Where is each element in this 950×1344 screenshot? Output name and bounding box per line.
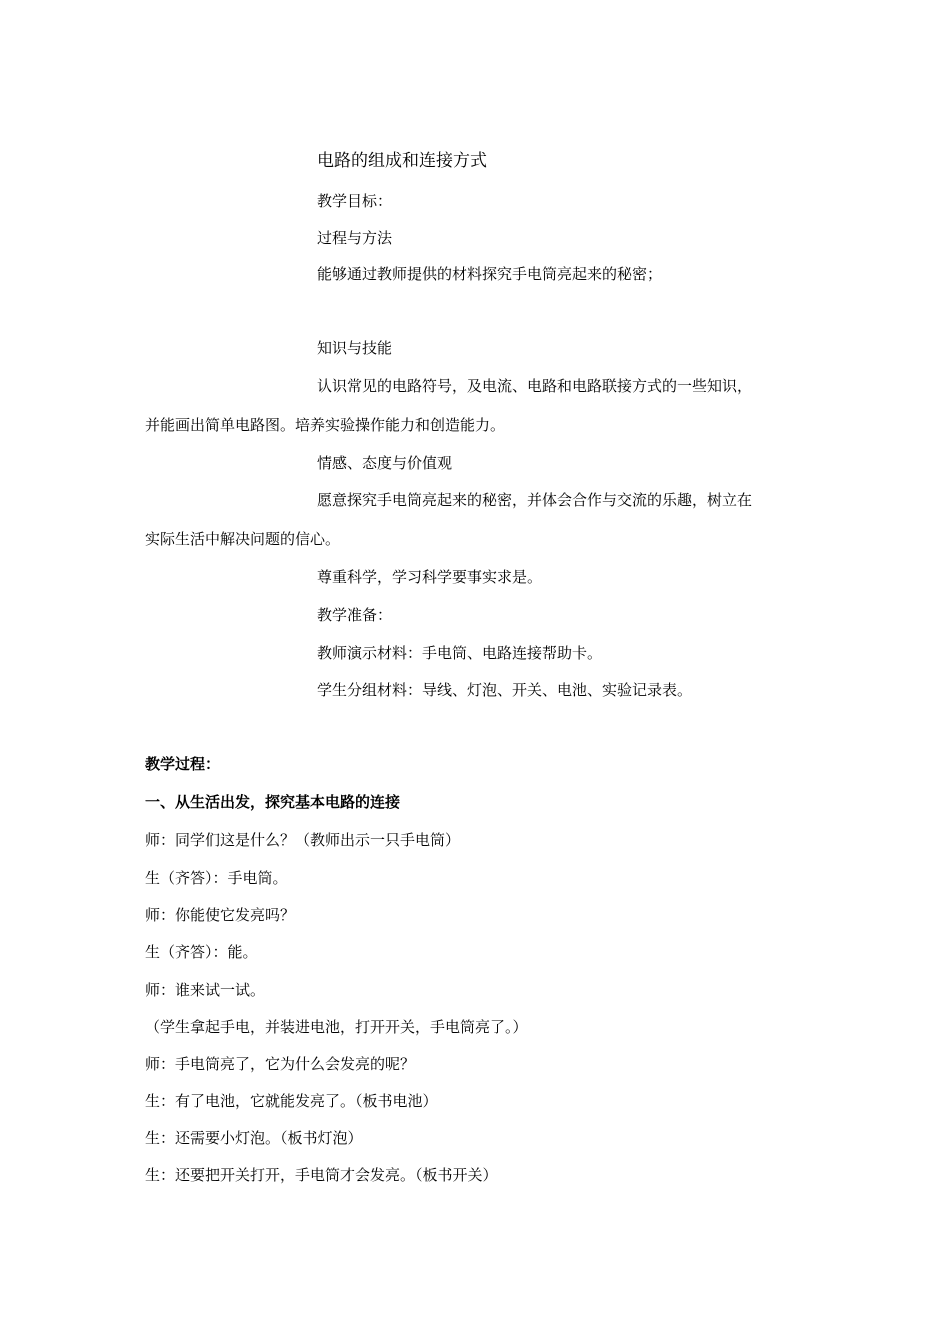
preparation-heading: 教学准备：	[317, 606, 393, 624]
dialogue-line: 师：同学们这是什么？（教师出示一只手电筒）	[145, 831, 461, 849]
section1-heading: 一、从生活出发，探究基本电路的连接	[145, 793, 401, 811]
dialogue-line: （学生拿起手电，并装进电池，打开开关，手电筒亮了。）	[145, 1018, 528, 1036]
process-method-heading: 过程与方法	[317, 229, 393, 247]
dialogue-line: 生：还要把开关打开，手电筒才会发亮。（板书开关）	[145, 1166, 498, 1184]
emotion-text-line2: 实际生活中解决问题的信心。	[145, 530, 341, 548]
emotion-text-line1: 愿意探究手电筒亮起来的秘密，并体会合作与交流的乐趣，树立在	[317, 491, 753, 509]
dialogue-line: 师：你能使它发亮吗？	[145, 906, 296, 924]
objectives-heading: 教学目标：	[317, 192, 393, 210]
emotion-text2: 尊重科学，学习科学要事实求是。	[317, 568, 543, 586]
teacher-materials: 教师演示材料：手电筒、电路连接帮助卡。	[317, 644, 603, 662]
knowledge-text-line1: 认识常见的电路符号，及电流、电路和电路联接方式的一些知识，	[317, 377, 753, 395]
dialogue-line: 师：谁来试一试。	[145, 981, 266, 999]
dialogue-line: 生：还需要小灯泡。（板书灯泡）	[145, 1129, 363, 1147]
process-heading: 教学过程：	[145, 755, 221, 773]
knowledge-heading: 知识与技能	[317, 339, 393, 357]
document-title: 电路的组成和连接方式	[317, 151, 487, 171]
knowledge-text-line2: 并能画出简单电路图。培养实验操作能力和创造能力。	[145, 416, 506, 434]
dialogue-line: 师：手电筒亮了，它为什么会发亮的呢？	[145, 1055, 416, 1073]
student-materials: 学生分组材料：导线、灯泡、开关、电池、实验记录表。	[317, 681, 693, 699]
dialogue-line: 生（齐答）：手电筒。	[145, 869, 288, 887]
dialogue-line: 生：有了电池，它就能发亮了。（板书电池）	[145, 1092, 438, 1110]
emotion-heading: 情感、态度与价值观	[317, 454, 453, 472]
dialogue-line: 生（齐答）：能。	[145, 943, 258, 961]
process-method-text: 能够通过教师提供的材料探究手电筒亮起来的秘密；	[317, 265, 663, 283]
